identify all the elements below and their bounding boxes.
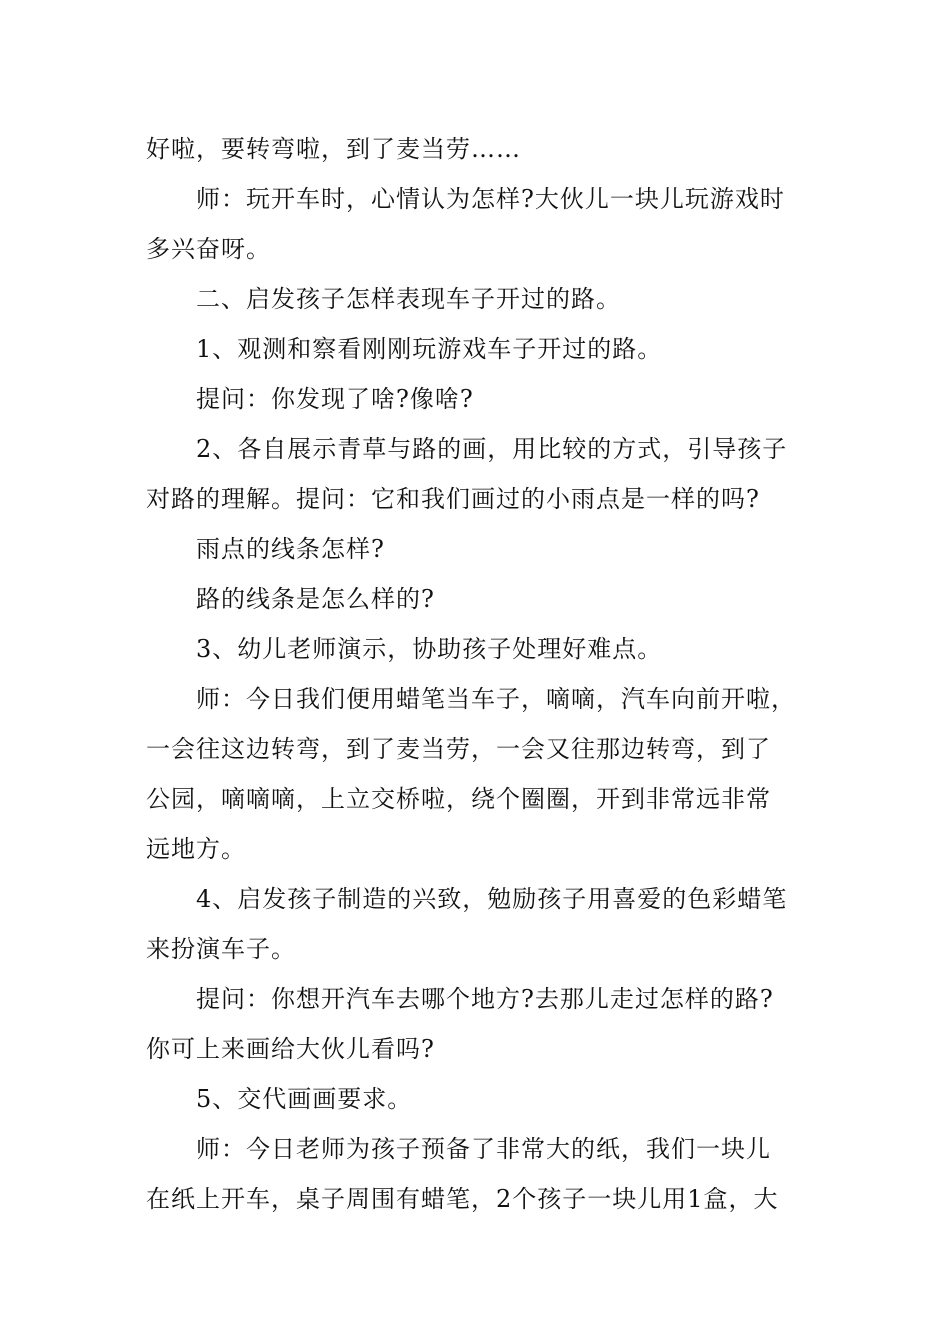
text-line-5: 1、观测和察看刚刚玩游戏车子开过的路。 [196, 335, 663, 363]
text-line-6: 提问：你发现了啥?像啥? [196, 385, 474, 413]
text-line-8: 对路的理解。提问：它和我们画过的小雨点是一样的吗? [146, 485, 760, 513]
text-line-4: 二、启发孩子怎样表现车子开过的路。 [196, 285, 621, 313]
text-line-13: 一会往这边转弯，到了麦当劳，一会又往那边转弯，到了 [146, 735, 771, 763]
text-line-17: 来扮演车子。 [146, 935, 296, 963]
text-line-14: 公园，嘀嘀嘀，上立交桥啦，绕个圈圈，开到非常远非常 [146, 785, 771, 813]
text-line-20: 5、交代画画要求。 [196, 1085, 413, 1113]
text-line-22: 在纸上开车，桌子周围有蜡笔，2个孩子一块儿用1盒，大 [146, 1185, 779, 1213]
text-line-11: 3、幼儿老师演示，协助孩子处理好难点。 [196, 635, 663, 663]
text-line-16: 4、启发孩子制造的兴致，勉励孩子用喜爱的色彩蜡笔 [196, 885, 788, 913]
text-line-3: 多兴奋呀。 [146, 235, 271, 263]
text-line-2: 师：玩开车时，心情认为怎样?大伙儿一块儿玩游戏时 [196, 185, 785, 213]
text-line-15: 远地方。 [146, 835, 246, 863]
text-line-19: 你可上来画给大伙儿看吗? [146, 1035, 435, 1063]
text-line-12: 师：今日我们便用蜡笔当车子，嘀嘀，汽车向前开啦， [196, 685, 796, 713]
text-line-7: 2、各自展示青草与路的画，用比较的方式，引导孩子 [196, 435, 788, 463]
text-line-1: 好啦，要转弯啦，到了麦当劳…… [146, 135, 521, 163]
text-line-21: 师：今日老师为孩子预备了非常大的纸，我们一块儿 [196, 1135, 771, 1163]
text-line-18: 提问：你想开汽车去哪个地方?去那儿走过怎样的路? [196, 985, 774, 1013]
text-line-9: 雨点的线条怎样? [196, 535, 385, 563]
text-line-10: 路的线条是怎么样的? [196, 585, 435, 613]
